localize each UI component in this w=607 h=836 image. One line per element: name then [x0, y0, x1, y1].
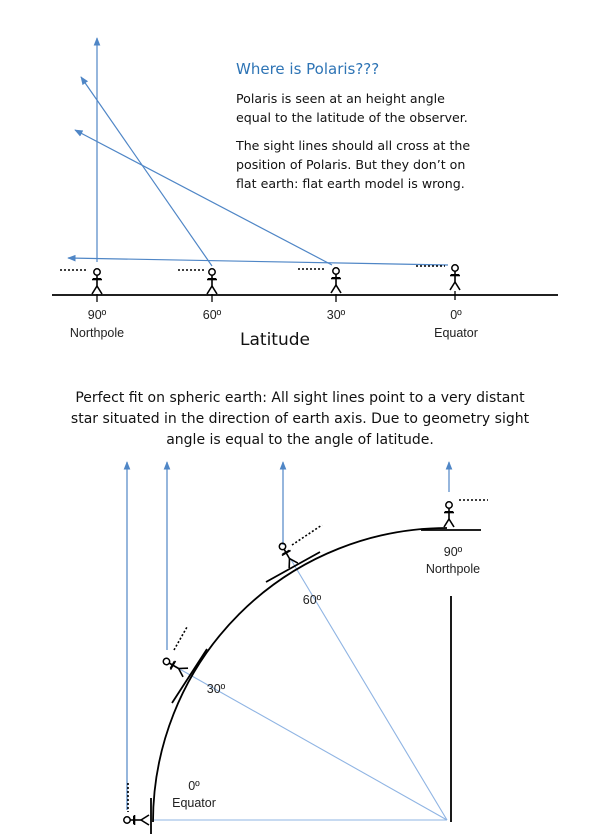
- panel-title: Where is Polaris???: [236, 60, 380, 78]
- latitude-label: 0º: [450, 308, 462, 322]
- spherical-earth-panel: [71, 390, 530, 834]
- location-label: Equator: [172, 796, 216, 810]
- text-line: flat earth: flat earth model is wrong.: [236, 176, 465, 191]
- person-icon: [161, 656, 188, 677]
- caption-line: Perfect fit on spheric earth: All sight lines point to a very distant: [75, 390, 525, 406]
- latitude-label: 90º: [443, 545, 463, 559]
- person-icon: [207, 269, 217, 294]
- latitude-label: 60º: [202, 308, 222, 322]
- latitude-label: 60º: [302, 593, 322, 607]
- person-icon: [450, 265, 460, 290]
- observer-60: [178, 269, 217, 302]
- sight-line-60: [81, 77, 212, 266]
- observer-30: [298, 268, 341, 302]
- location-label: Northpole: [425, 562, 481, 576]
- earth-surface-arc: [153, 528, 447, 822]
- caption-line: angle is equal to the angle of latitude.: [166, 432, 434, 448]
- text-line: The sight lines should all cross at the: [236, 138, 471, 153]
- sight-line-0: [68, 258, 448, 265]
- latitude-label: 30º: [326, 308, 346, 322]
- observer-90: [60, 269, 102, 302]
- observer-60: [266, 525, 322, 582]
- observer-90: [421, 500, 488, 530]
- latitude-axis-label: Latitude: [240, 330, 310, 350]
- caption-line: star situated in the direction of earth axis. Due to geometry sight: [70, 411, 530, 427]
- observer-0: [124, 783, 151, 834]
- latitude-label: 30º: [206, 682, 226, 696]
- location-label: Northpole: [69, 326, 125, 340]
- person-icon: [92, 269, 102, 294]
- person-icon: [331, 268, 341, 293]
- text-line: Polaris is seen at an height angle: [236, 91, 445, 106]
- person-icon: [124, 815, 149, 825]
- latitude-label: 90º: [87, 308, 107, 322]
- person-icon: [277, 541, 298, 568]
- text-line: position of Polaris. But they don’t on: [236, 157, 466, 172]
- location-label: Equator: [434, 326, 478, 340]
- latitude-label: 0º: [188, 779, 200, 793]
- text-line: equal to the latitude of the observer.: [236, 110, 468, 125]
- person-icon: [444, 502, 454, 527]
- flat-earth-panel: [52, 38, 558, 350]
